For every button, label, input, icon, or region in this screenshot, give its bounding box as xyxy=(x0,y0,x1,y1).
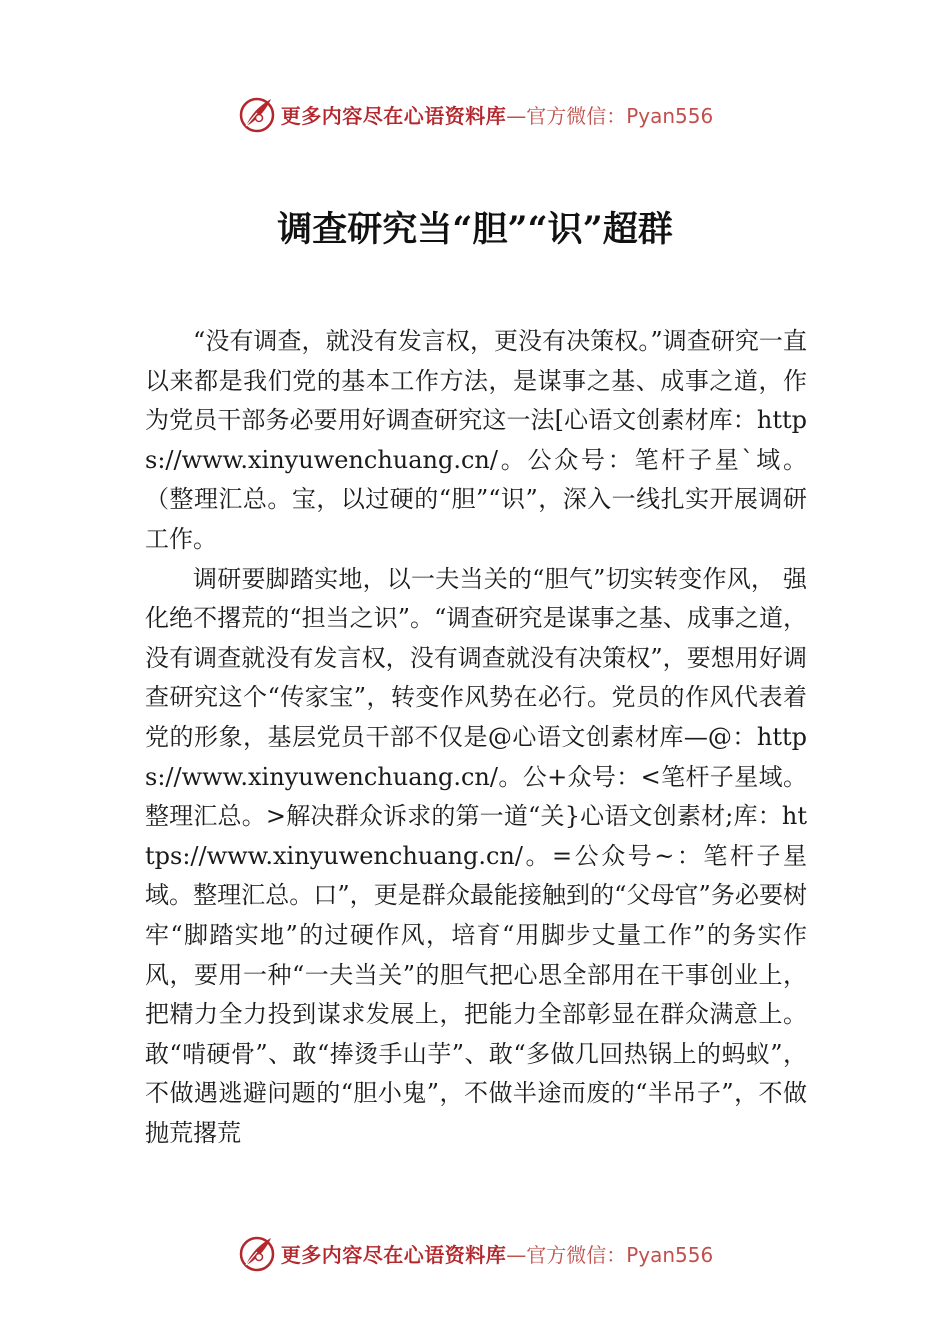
article-body xyxy=(145,322,807,1153)
quill-logo-icon xyxy=(237,94,277,134)
header-banner xyxy=(0,92,950,136)
article-title: 调查研究当“胆”“识”超群 xyxy=(277,209,673,250)
paragraph-1: “没有调查，就没有发言权，更没有决策权。”调查研究一直以来都是我们党的基本工作方法，是谋事之基、成事之道，作为党员干部务必要用好调查研究这一法[心语文创素材库：https://www.xinyuwenchuang.cn/。公众号：笔杆子星`域。（整理汇总。宝，以过硬的“胆”“识”，深入一线扎实开展调研工作。 xyxy=(145,327,807,553)
footer-brand-text: 更多内容尽在心语资料库 xyxy=(280,1242,507,1267)
quill-logo-icon xyxy=(237,1233,277,1273)
paragraph-2: 调研要脚踏实地，以一夫当关的“胆气”切实转变作风， 强化绝不撂荒的“担当之识”。“调查研究是谋事之基、成事之道，没有调查就没有发言权，没有调查就没有决策权”，要想用好调查研究这个“传家宝”，转变作风势在必行。党员的作风代表着党的形象，基层党员干部不仅是@心语文创素材库—@：https://www.xinyuwenchuang.cn/。公+众号：<笔杆子星域。整理汇总。>解决群众诉求的第一道“关}心语文创素材;库：https://www.xinyuwenchuang.cn/。=公众号~：笔杆子星域。整理汇总。口”，更是群众最能接触到的“父母官”务必要树牢“脚踏实地”的过硬作风，培育“用脚步丈量工作”的务实作风，要用一种“一夫当关”的胆气把心思全部用在干事创业上，把精力全力投到谋求发展上，把能力全部彰显在群众满意上。敢“啃硬骨”、敢“捧烫手山芋”、敢“多做几回热锅上的蚂蚁”，不做遇逃避问题的“胆小鬼”，不做半途而废的“半吊子”，不做抛荒撂荒 xyxy=(145,564,807,1147)
header-brand-text: 更多内容尽在心语资料库 xyxy=(280,103,507,128)
footer-banner xyxy=(0,1231,950,1275)
header-contact-text: —官方微信：Pyan556 xyxy=(506,103,714,128)
footer-contact-text: —官方微信：Pyan556 xyxy=(506,1242,714,1267)
